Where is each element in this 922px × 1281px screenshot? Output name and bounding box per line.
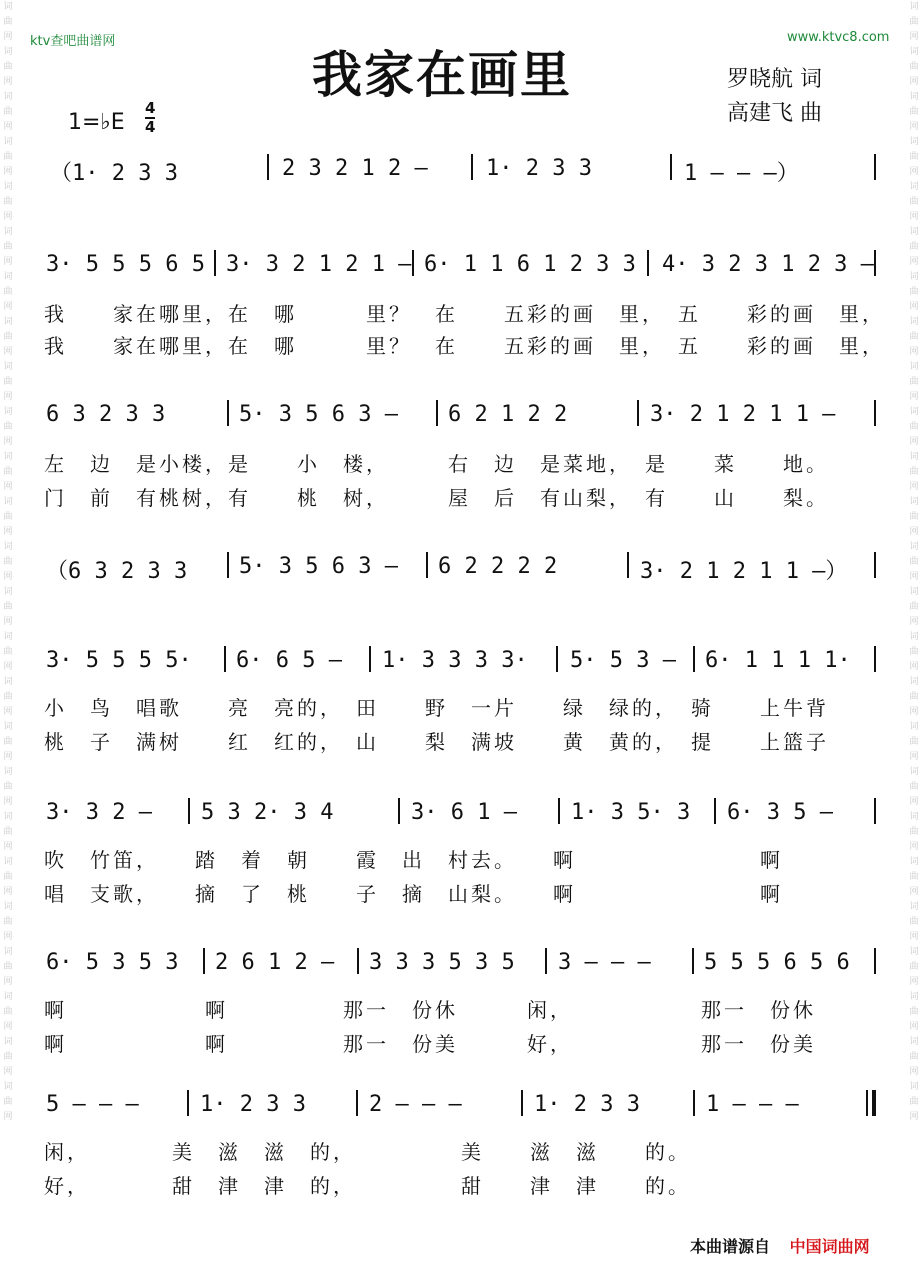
time-numerator: 4: [145, 99, 156, 117]
barline: [692, 948, 694, 974]
barline: [874, 798, 876, 824]
barline: [521, 1090, 523, 1116]
side-watermark-left: 词曲网词曲网词曲网词曲网词曲网词曲网词曲网词曲网词曲网词曲网词曲网词曲网词曲网词曲网词曲网词曲网词曲网词曲网词曲网词曲网词曲网词曲网词曲网词曲网词曲网: [3, 2, 13, 1122]
lyric-line: 唱 支歌， 摘 了 桃 子 摘 山梨。 啊 啊: [44, 882, 783, 906]
measure: 5 3 2· 3 4: [201, 800, 334, 825]
measure: 3· 3 2 1 2 1 –: [226, 252, 412, 277]
measure: 6 3 2 3 3: [46, 402, 166, 427]
barline: [714, 798, 716, 824]
measure: 1 – – –: [706, 1092, 799, 1117]
measure: （1· 2 3 3: [50, 161, 178, 186]
measure: 5· 3 5 6 3 –: [239, 402, 398, 427]
measure: 2 3 2 1 2 –: [282, 156, 428, 181]
barline: [874, 948, 876, 974]
measure: 6 2 2 2 2: [438, 554, 558, 579]
lyric-line: 闲， 美 滋 滋 的， 美 滋 滋 的。: [44, 1140, 691, 1164]
final-barline-thick: [872, 1090, 876, 1116]
measure: 3· 2 1 2 1 1 –）: [640, 559, 848, 584]
source-label: 本曲谱源自: [690, 1237, 771, 1256]
measure: 1· 3 3 3 3·: [382, 648, 528, 673]
lyric-line: 桃 子 满树 红 红的， 山 梨 满坡 黄 黄的， 提 上篮子: [44, 730, 829, 754]
barline: [693, 646, 695, 672]
lyric-line: 啊 啊 那一 份美 好， 那一 份美: [44, 1032, 816, 1056]
measure: 3· 3 2 –: [46, 800, 152, 825]
key-signature: 1=♭E: [68, 110, 125, 135]
measure: 5· 5 3 –: [570, 648, 676, 673]
lyric-line: 小 鸟 唱歌 亮 亮的， 田 野 一片 绿 绿的， 骑 上牛背: [44, 696, 829, 720]
measure: 2 – – –: [369, 1092, 462, 1117]
measure: 5 – – –: [46, 1092, 139, 1117]
lyric-line: 我 家在哪里，在 哪 里？ 在 五彩的画 里， 五 彩的画 里，: [44, 302, 885, 326]
measure: 3· 2 1 2 1 1 –: [650, 402, 836, 427]
barline: [874, 552, 876, 578]
measure: 2 6 1 2 –: [215, 950, 335, 975]
barline: [188, 798, 190, 824]
measure: 3· 5 5 5 5·: [46, 648, 192, 673]
composer-credit: 高建飞 曲: [727, 101, 822, 126]
barline: [436, 400, 438, 426]
barline: [874, 154, 876, 180]
barline: [214, 250, 216, 276]
measure: 1 – – –）: [684, 161, 799, 186]
measure: 5· 3 5 6 3 –: [239, 554, 398, 579]
measure: 1· 2 3 3: [486, 156, 592, 181]
measure: 6 2 1 2 2: [448, 402, 568, 427]
site-url-right: www.ktvc8.com: [787, 30, 890, 45]
measure: 1· 2 3 3: [200, 1092, 306, 1117]
barline: [670, 154, 672, 180]
lyric-line: 好， 甜 津 津 的， 甜 津 津 的。: [44, 1174, 691, 1198]
final-barline-thin: [866, 1090, 868, 1116]
measure: 4· 3 2 3 1 2 3 –: [662, 252, 874, 277]
time-signature: [145, 100, 155, 136]
source-footer: [690, 1234, 870, 1257]
song-title: 我家在画里: [312, 46, 572, 104]
barline: [874, 250, 876, 276]
side-watermark-right: 词曲网词曲网词曲网词曲网词曲网词曲网词曲网词曲网词曲网词曲网词曲网词曲网词曲网词曲网词曲网词曲网词曲网词曲网词曲网词曲网词曲网词曲网词曲网词曲网词曲网: [909, 2, 919, 1122]
barline: [187, 1090, 189, 1116]
lyric-line: 啊 啊 那一 份休 闲， 那一 份休: [44, 998, 816, 1022]
barline: [227, 400, 229, 426]
measure: 1· 3 5· 3: [571, 800, 691, 825]
barline: [398, 798, 400, 824]
lyric-line: 左 边 是小楼，是 小 楼， 右 边 是菜地， 是 菜 地。: [44, 452, 829, 476]
measure: 5 5 5 6 5 6: [704, 950, 850, 975]
barline: [224, 646, 226, 672]
barline: [412, 250, 414, 276]
lyric-line: 门 前 有桃树，有 桃 树， 屋 后 有山梨， 有 山 梨。: [44, 486, 829, 510]
measure: 1· 2 3 3: [534, 1092, 640, 1117]
barline: [203, 948, 205, 974]
barline: [627, 552, 629, 578]
barline: [647, 250, 649, 276]
barline: [267, 154, 269, 180]
barline: [637, 400, 639, 426]
measure: 3 3 3 5 3 5: [369, 950, 515, 975]
barline: [426, 552, 428, 578]
time-denominator: 4: [145, 118, 156, 136]
barline: [227, 552, 229, 578]
measure: 3· 5 5 5 6 5: [46, 252, 205, 277]
barline: [556, 646, 558, 672]
measure: 6· 1 1 6 1 2 3 3: [424, 252, 636, 277]
source-site-link[interactable]: 中国词曲网: [789, 1237, 870, 1256]
barline: [471, 154, 473, 180]
lyric-line: 我 家在哪里，在 哪 里？ 在 五彩的画 里， 五 彩的画 里，: [44, 334, 885, 358]
barline: [357, 948, 359, 974]
barline: [874, 646, 876, 672]
measure: 3· 6 1 –: [411, 800, 517, 825]
measure: 6· 1 1 1 1·: [705, 648, 851, 673]
site-name-left: ktv查吧曲谱网: [30, 34, 116, 49]
lyricist-credit: 罗晓航 词: [727, 67, 822, 92]
measure: （6 3 2 3 3: [46, 559, 188, 584]
measure: 3 – – –: [558, 950, 651, 975]
measure: 6· 3 5 –: [727, 800, 833, 825]
barline: [693, 1090, 695, 1116]
barline: [369, 646, 371, 672]
lyric-line: 吹 竹笛， 踏 着 朝 霞 出 村去。 啊 啊: [44, 848, 783, 872]
barline: [356, 1090, 358, 1116]
barline: [558, 798, 560, 824]
measure: 6· 6 5 –: [236, 648, 342, 673]
barline: [545, 948, 547, 974]
barline: [874, 400, 876, 426]
measure: 6· 5 3 5 3: [46, 950, 179, 975]
